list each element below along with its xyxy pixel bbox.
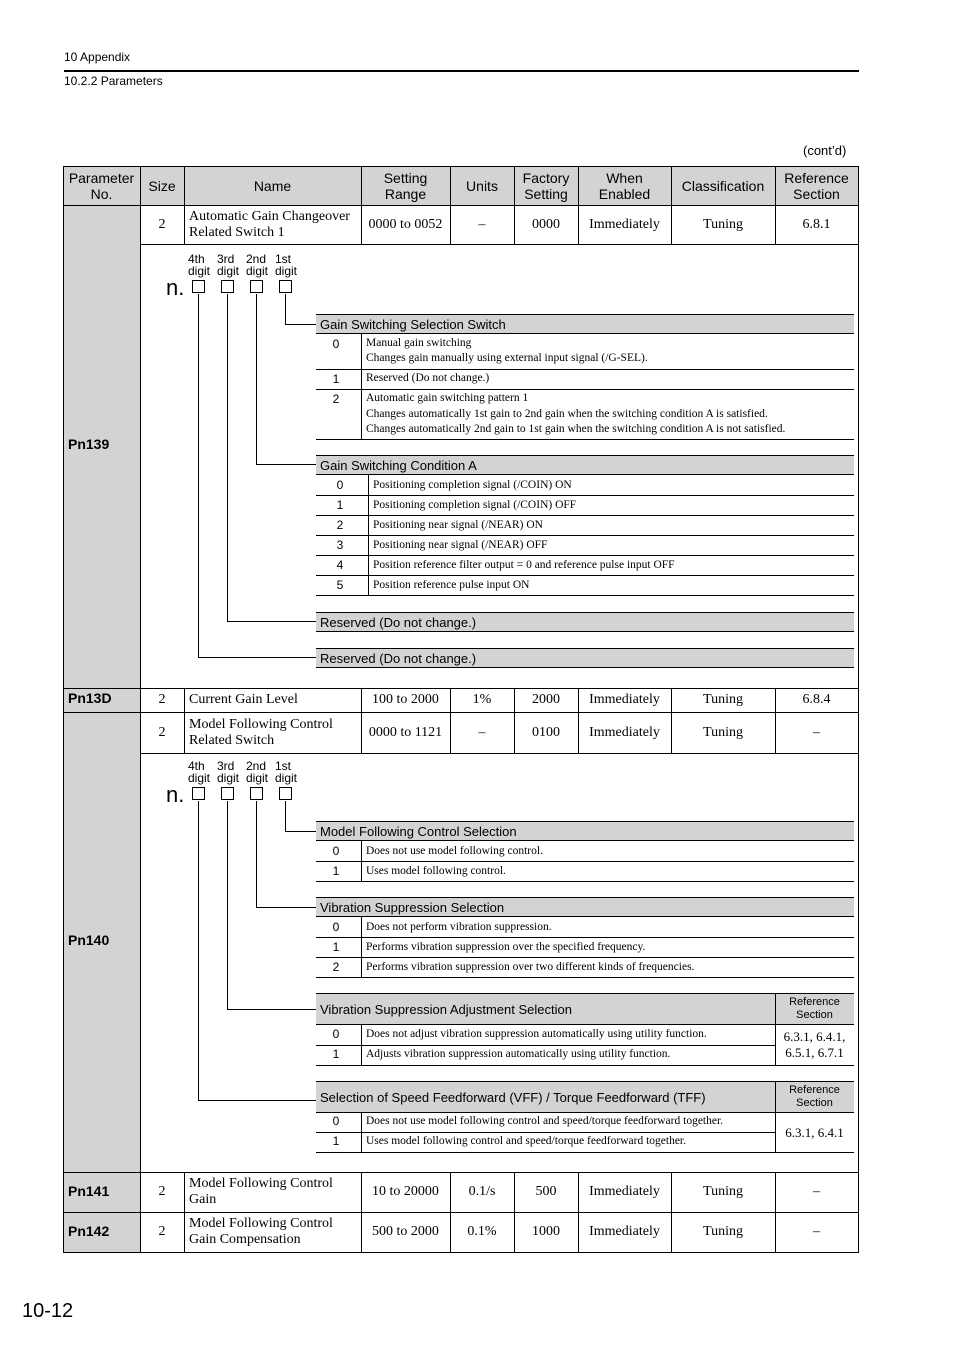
- range-cell: 10 to 20000: [372, 1184, 439, 1199]
- chapter-header: 10 Appendix: [64, 50, 131, 64]
- pn140-title-model-following: Model Following Control Selection: [316, 821, 854, 841]
- continued-label: (cont’d): [803, 143, 847, 158]
- col-header-size: Size: [148, 177, 176, 194]
- ref-section-header: Reference Section: [789, 996, 840, 1021]
- param-no-pn13d: Pn13D: [68, 690, 112, 706]
- factory-cell: 1000: [532, 1224, 560, 1239]
- col-header-units: Units: [466, 177, 498, 194]
- header-rule: [64, 70, 859, 72]
- factory-cell: 2000: [532, 692, 560, 707]
- ref-section-value: 6.3.1, 6.4.1, 6.5.1, 6.7.1: [783, 1029, 846, 1060]
- name-cell: Model Following Control Gain Compensation: [189, 1216, 333, 1247]
- pn140-title-speed-feedforward: Selection of Speed Feedforward (VFF) / Torque Feedforward (TFF): [316, 1081, 854, 1113]
- pn139-title-reserved-3: Reserved (Do not change.): [316, 612, 854, 632]
- class-cell: Tuning: [703, 1224, 743, 1239]
- ref-section-header: Reference Section: [789, 1084, 840, 1109]
- size-cell: 2: [158, 1184, 166, 1199]
- units-cell: 1%: [472, 692, 492, 707]
- class-cell: Tuning: [703, 1184, 743, 1199]
- pn139-title-gain-switching-condition: Gain Switching Condition A: [316, 455, 854, 475]
- units-cell: –: [478, 724, 486, 740]
- units-cell: 0.1%: [467, 1224, 497, 1239]
- col-header-reference: Reference Section: [784, 169, 849, 202]
- col-header-when-enabled: When Enabled: [598, 169, 651, 202]
- pn139-title-reserved-4: Reserved (Do not change.): [316, 648, 854, 668]
- section-header: 10.2.2 Parameters: [64, 74, 163, 88]
- pn140-title-vibration-suppression: Vibration Suppression Selection: [316, 897, 854, 917]
- name-cell: Current Gain Level: [189, 692, 298, 707]
- param-no-pn141: Pn141: [68, 1183, 110, 1199]
- when-cell: Immediately: [589, 1184, 660, 1199]
- param-no-pn142: Pn142: [68, 1223, 110, 1239]
- ref-cell: 6.8.4: [802, 692, 831, 707]
- ref-cell: –: [813, 1184, 820, 1199]
- param-no-pn140: Pn140: [68, 932, 110, 948]
- when-cell: Immediately: [589, 1224, 660, 1239]
- range-cell: 0000 to 1121: [368, 724, 443, 740]
- factory-cell: 0000: [532, 216, 560, 232]
- size-cell: 2: [158, 1224, 166, 1239]
- when-cell: Immediately: [589, 724, 660, 740]
- col-header-factory-setting: Factory Setting: [522, 169, 570, 202]
- ref-cell: 6.8.1: [802, 216, 831, 232]
- param-no-pn139: Pn139: [68, 436, 110, 452]
- range-cell: 500 to 2000: [372, 1224, 439, 1239]
- pn140-title-vibration-adjustment: Vibration Suppression Adjustment Selection: [316, 993, 854, 1025]
- when-cell: Immediately: [589, 692, 660, 707]
- name-cell: Model Following Control Gain: [189, 1176, 333, 1207]
- class-cell: Tuning: [703, 216, 743, 232]
- units-cell: –: [478, 216, 486, 232]
- col-header-classification: Classification: [681, 177, 765, 194]
- name-cell: Model Following Control Related Switch: [189, 716, 333, 748]
- ref-cell: –: [813, 724, 820, 740]
- units-cell: 0.1/s: [468, 1184, 496, 1199]
- ref-cell: –: [813, 1224, 820, 1239]
- page-number: 10-12: [22, 1300, 74, 1322]
- pn139-title-gain-switching-selection: Gain Switching Selection Switch: [316, 314, 854, 334]
- class-cell: Tuning: [703, 724, 743, 740]
- class-cell: Tuning: [703, 692, 743, 707]
- name-cell: Automatic Gain Changeover Related Switch 1: [189, 208, 350, 240]
- factory-cell: 500: [535, 1184, 557, 1199]
- col-header-param-no: Parameter No.: [68, 169, 135, 202]
- factory-cell: 0100: [532, 724, 560, 740]
- range-cell: 0000 to 0052: [368, 216, 443, 232]
- size-cell: 2: [158, 216, 166, 232]
- when-cell: Immediately: [589, 216, 660, 232]
- range-cell: 100 to 2000: [372, 692, 439, 707]
- col-header-name: Name: [253, 177, 292, 194]
- ref-section-value: 6.3.1, 6.4.1: [785, 1124, 844, 1140]
- col-header-setting-range: Setting Range: [383, 169, 428, 202]
- size-cell: 2: [158, 724, 166, 740]
- size-cell: 2: [158, 692, 166, 707]
